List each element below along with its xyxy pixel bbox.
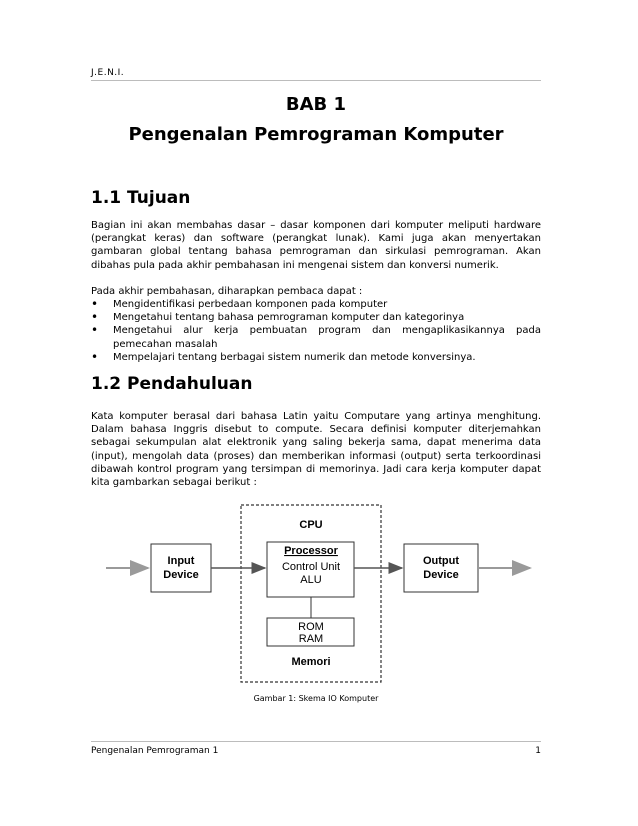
page-header: J.E.N.I.	[91, 68, 125, 78]
chapter-number: BAB 1	[285, 94, 347, 115]
tujuan-lead-paragraph: Pada akhir pembahasan, diharapkan pembaca dapat :	[91, 286, 363, 297]
footer-divider	[91, 741, 541, 742]
list-item: • Mengidentifikasi perbedaan komponen pada komputer	[91, 298, 541, 311]
ram-label: RAM	[298, 633, 324, 645]
page-number: 1	[535, 746, 541, 756]
output-device-box	[404, 544, 478, 592]
objectives-list	[91, 298, 541, 364]
list-item: • Mempelajari tentang berbagai sistem numerik dan metode konversinya.	[91, 351, 541, 364]
cpu-label: CPU	[299, 519, 323, 531]
footer-title: Pengenalan Pemrograman 1	[91, 746, 219, 756]
input-label-line1: Input	[167, 555, 195, 567]
io-schematic-diagram	[0, 500, 638, 690]
output-label-line1: Output	[422, 555, 460, 567]
control-unit-label: Control Unit	[281, 561, 341, 573]
input-label-line2: Device	[163, 569, 199, 581]
pendahuluan-paragraph: Kata komputer berasal dari bahasa Latin yaitu Computare yang artinya menghitung. Dalam bahasa Inggris disebut to compute. Secara definisi komputer diterjemahkan sebagai sekumpulan alat elektronik yang saling bekerja sama, dapat menerima data (input), mengolah data (proses) dan memberikan informasi (output) serta terkoordinasi dibawah kontrol program yang tersimpan di memorinya. Jadi cara kerja komputer dapat kita gambarkan sebagai berikut :	[91, 411, 541, 489]
tujuan-intro-paragraph: Bagian ini akan membahas dasar – dasar komponen dari komputer meliputi hardware (perangkat keras) dan software (perangkat lunak). Kami juga akan menyertakan gambaran global tentang bahasa pemrograman dan sirkulasi pemrograman. Akan dibahas pula pada akhir pembahasan ini mengenai sistem dan konversi numerik.	[91, 220, 541, 271]
chapter-title: Pengenalan Pemrograman Komputer	[128, 124, 504, 145]
figure-caption: Gambar 1: Skema IO Komputer	[253, 694, 379, 703]
section-heading-tujuan: 1.1 Tujuan	[91, 188, 191, 208]
alu-label: ALU	[300, 574, 322, 586]
memori-label: Memori	[291, 656, 331, 668]
input-device-box	[151, 544, 211, 592]
list-item: • Mengetahui alur kerja pembuatan program dan mengaplikasikannya pada pemecahan masalah	[91, 324, 541, 350]
section-heading-pendahuluan: 1.2 Pendahuluan	[91, 374, 253, 394]
processor-title: Processor	[284, 545, 338, 557]
header-divider	[91, 80, 541, 81]
rom-label: ROM	[298, 621, 324, 633]
output-label-line2: Device	[423, 569, 459, 581]
list-item: • Mengetahui tentang bahasa pemrograman komputer dan kategorinya	[91, 311, 541, 324]
